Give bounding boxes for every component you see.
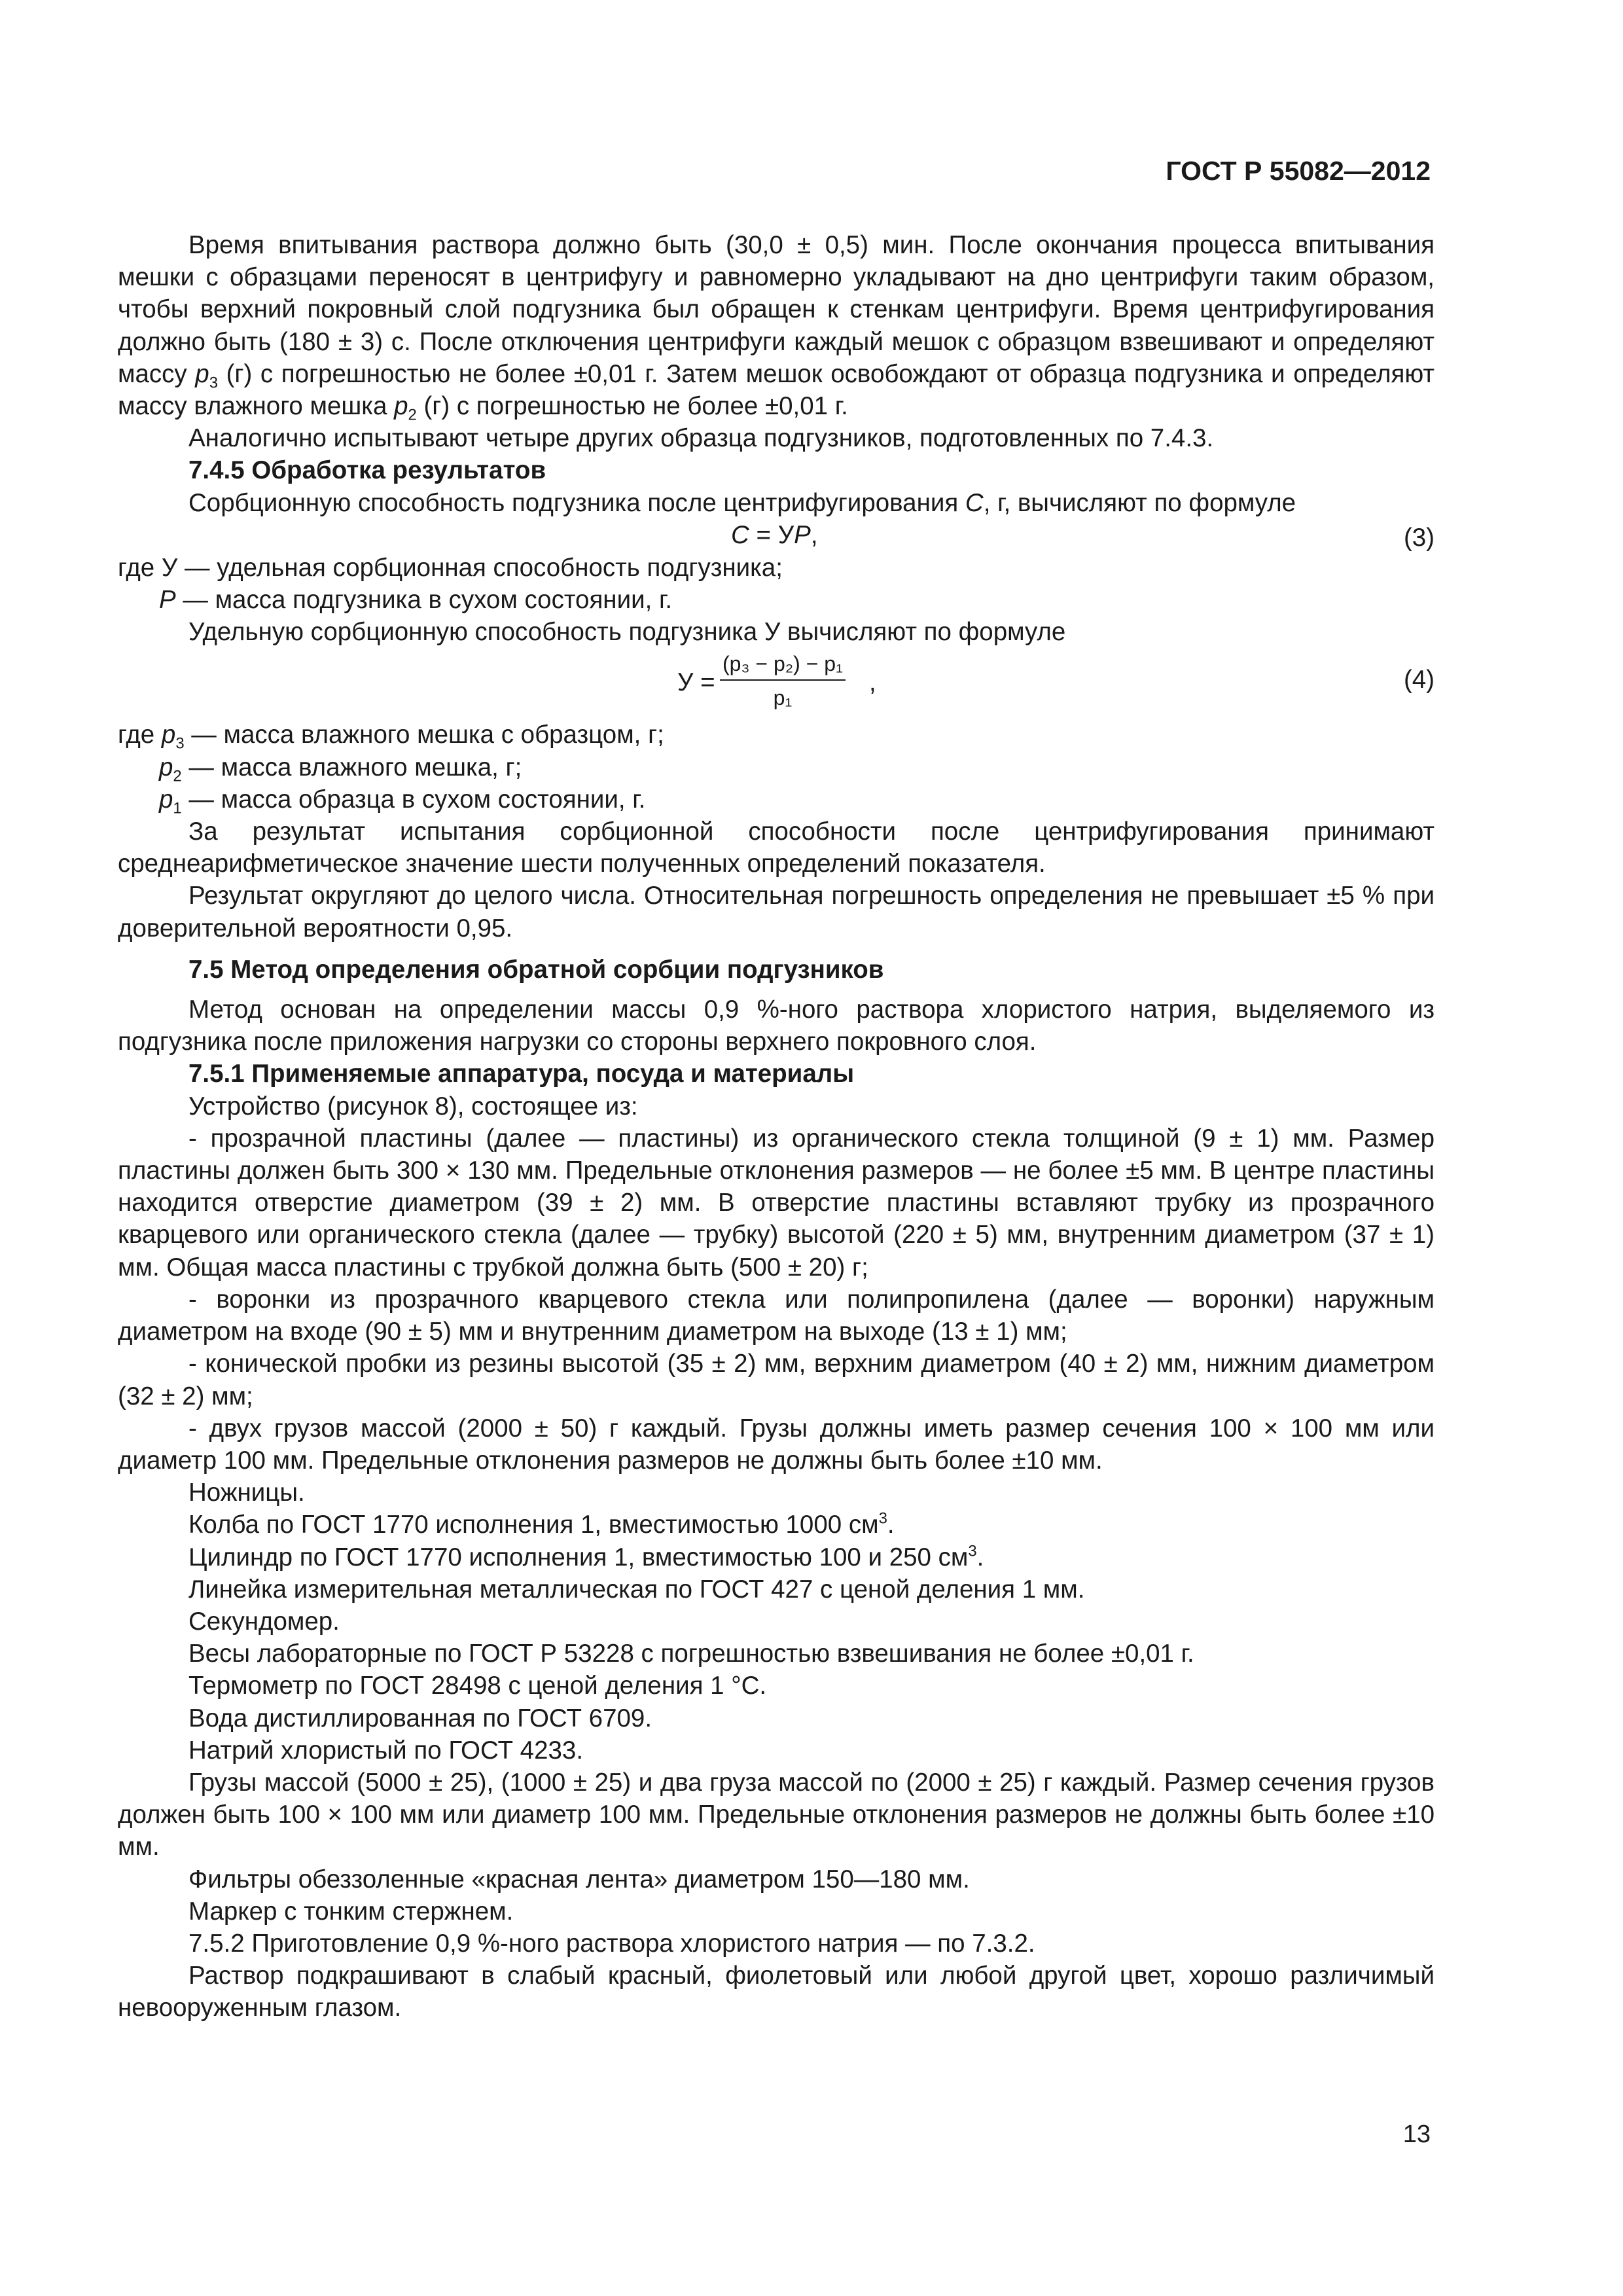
where-specific-capacity: где У — удельная сорбционная способность подгузника;	[118, 553, 783, 582]
formula-4-denominator: p₁	[773, 686, 793, 710]
equipment-salt: Натрий хлористый по ГОСТ 4233.	[188, 1736, 584, 1765]
formula-4-numerator: (p₃ − p₂) − p₁	[720, 651, 846, 681]
section-7-5-2: 7.5.2 Приготовление 0,9 %-ного раствора хлористого натрия — по 7.3.2.	[188, 1929, 1035, 1958]
formula-3	[118, 519, 1435, 552]
where-p2: $p_2$ — масса влажного мешка, г;	[159, 753, 522, 785]
equipment-scales: Весы лабораторные по ГОСТ Р 53228 с погрешностью взвешивания не более ±0,01 г.	[188, 1640, 1194, 1668]
where-dry-mass: P — масса подгузника в сухом состоянии, г.	[159, 586, 673, 615]
document-body	[118, 229, 1435, 2024]
paragraph-dye: Раствор подкрашивают в слабый красный, фиолетовый или любой другой цвет, хорошо различимый невооруженным глазом.	[118, 1962, 1435, 2022]
formula-4-number: (4)	[1403, 666, 1435, 694]
where-p3: где $p_3$ — масса влажного мешка с образцом, г;	[118, 721, 664, 753]
equipment-ruler: Линейка измерительная металлическая по ГОСТ 427 с ценой деления 1 мм.	[188, 1575, 1085, 1604]
section-heading-7-4-5: 7.4.5 Обработка результатов	[188, 456, 546, 485]
paragraph-four-samples: Аналогично испытывают четыре других образца подгузников, подготовленных по 7.4.3.	[188, 424, 1214, 453]
equipment-test-weights: Грузы массой (5000 ± 25), (1000 ± 25) и два груза массой по (2000 ± 25) г каждый. Размер сечения грузов должен быть 100 × 100 мм или диаметр 100 мм. Предельные отклонения размеров не должны быть более ±10 мм.	[118, 1768, 1435, 1861]
equipment-water: Вода дистиллированная по ГОСТ 6709.	[188, 1704, 652, 1732]
paragraph-result-mean: За результат испытания сорбционной способности после центрифугирования принимают среднеарифметическое значение шести полученных определений показателя.	[118, 817, 1435, 878]
equipment-cylinder: Цилиндр по ГОСТ 1770 исполнения 1, вместимостью 100 и 250 $см^3$.	[188, 1542, 984, 1571]
document-header-id: ГОСТ Р 55082—2012	[1166, 156, 1431, 186]
formula-3-number: (3)	[1403, 523, 1435, 552]
list-item-weights: - двух грузов массой (2000 ± 50) г каждый. Грузы должны иметь размер сечения 100 × 100 мм или диаметр 100 мм. Предельные отклонения размеров не должны быть более ±10 мм.	[118, 1414, 1435, 1475]
section-heading-7-5-1: 7.5.1 Применяемые аппаратура, посуда и материалы	[188, 1060, 855, 1088]
paragraph-formula4-intro: Удельную сорбционную способность подгузника У вычисляют по формуле	[188, 618, 1066, 647]
equipment-marker: Маркер с тонким стержнем.	[188, 1897, 514, 1926]
equipment-scissors: Ножницы.	[188, 1479, 305, 1507]
paragraph-formula3-intro: Сорбционную способность подгузника после центрифугирования C, г, вычисляют по формуле	[188, 488, 1296, 517]
paragraph-device: Устройство (рисунок 8), состоящее из:	[188, 1092, 638, 1121]
list-item-plate: - прозрачной пластины (далее — пластины) из органического стекла толщиной (9 ± 1) мм. Размер пластины должен быть 300 × 130 мм. Предельные отклонения размеров — не более ±5 мм. В центре пластины находится отверстие диаметром (39 ± 2) мм. В отверстие пластины вставляют трубку из прозрачного кварцевого или органического стекла (далее — трубку) высотой (220 ± 5) мм, внутренним диаметром (37 ± 1) мм. Общая масса пластины с трубкой должна быть (500 ± 20) г;	[118, 1124, 1435, 1282]
list-item-funnel: - воронки из прозрачного кварцевого стекла или полипропилена (далее — воронки) наружным диаметром на входе (90 ± 5) мм и внутренним диаметром на выходе (13 ± 1) мм;	[118, 1285, 1435, 1346]
section-heading-7-5: 7.5 Метод определения обратной сорбции подгузников	[188, 955, 884, 984]
where-p1: $p_1$ — масса образца в сухом состоянии, г.	[159, 785, 646, 817]
equipment-filters: Фильтры обеззоленные «красная лента» диаметром 150—180 мм.	[188, 1865, 970, 1893]
formula-4-fraction	[720, 651, 846, 711]
paragraph-rounding: Результат округляют до целого числа. Относительная погрешность определения не превышает ±5 % при доверительной вероятности 0,95.	[118, 882, 1435, 942]
paragraph-absorption-time: Время впитывания раствора должно быть (30,0 ± 0,5) мин. После окончания процесса впитывания мешки с образцами переносят в центрифугу и равномерно укладывают на дно центрифуги таким образом, чтобы верхний покровный слой подгузника был обращен к стенкам центрифуги. Время центрифугирования должно быть (180 ± 3) с. После отключения центрифуги каждый мешок с образцом взвешивают и определяют массу $p_3$ (г) с погрешностью не более ±0,01 г. Затем мешок освобождают от образца подгузника и определяют массу влажного мешка $p_2$ (г) с погрешностью не более ±0,01 г.	[118, 231, 1435, 424]
formula-4-lhs: У =	[677, 668, 715, 697]
equipment-stopwatch: Секундомер.	[188, 1607, 340, 1636]
formula-3-expression: C = УP,	[731, 520, 818, 549]
formula-4: У = $\frac{\text{(p₃ − p₂) − p₁}}{\text{p₁}}$ , (4)	[677, 652, 1435, 710]
equipment-flask: Колба по ГОСТ 1770 исполнения 1, вместимостью 1000 $см^3$.	[188, 1510, 895, 1539]
equipment-thermometer: Термометр по ГОСТ 28498 с ценой деления 1 °С.	[188, 1672, 767, 1700]
list-item-stopper: - конической пробки из резины высотой (35 ± 2) мм, верхним диаметром (40 ± 2) мм, нижним диаметром (32 ± 2) мм;	[118, 1350, 1435, 1410]
page-number: 13	[1402, 2121, 1431, 2148]
paragraph-method-basis: Метод основан на определении массы 0,9 %-ного раствора хлористого натрия, выделяемого из подгузника после приложения нагрузки со стороны верхнего покровного слоя.	[118, 996, 1435, 1056]
